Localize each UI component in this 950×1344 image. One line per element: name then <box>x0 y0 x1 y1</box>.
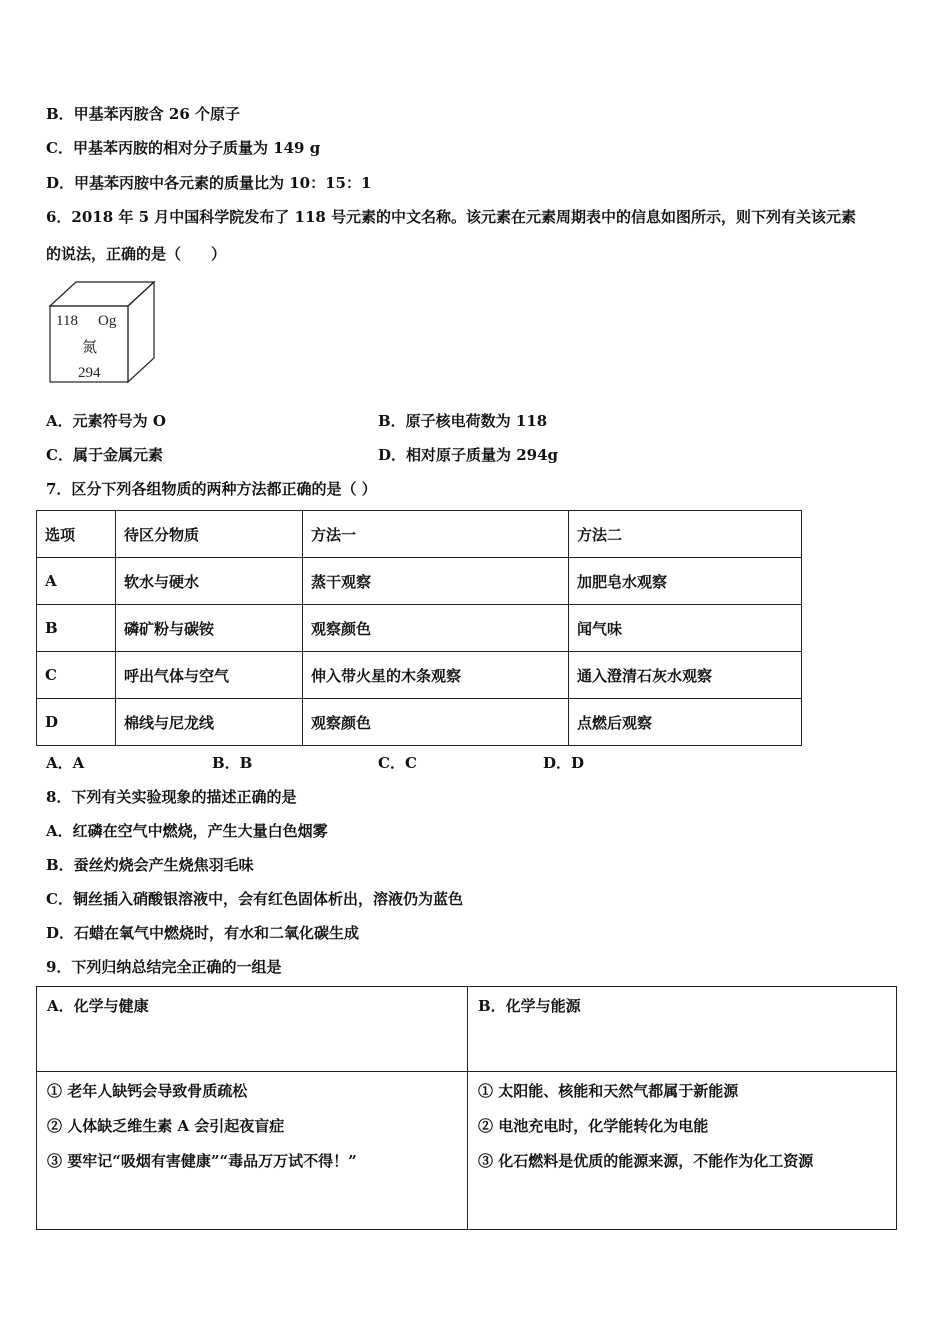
table-row <box>37 1072 897 1230</box>
table-header-row <box>37 987 897 1072</box>
q6-stem-line1: 6．2018 年 5 月中国科学院发布了 118 号元素的中文名称。该元素在元素周期表中的信息如图所示，则下列有关该元素 <box>46 208 857 226</box>
table-cell: 观察颜色 <box>303 605 569 652</box>
q9-b-title: B．化学与能源 <box>468 987 897 1072</box>
table-cell: C <box>37 652 116 699</box>
table-cell: B <box>37 605 116 652</box>
list-item: ② 电池充电时，化学能转化为电能 <box>478 1117 709 1135</box>
q7-option-a: A．A <box>46 754 85 772</box>
q8-stem: 8．下列有关实验现象的描述正确的是 <box>46 788 297 806</box>
header-cell: 方法一 <box>303 511 569 558</box>
table-cell: 软水与硬水 <box>116 558 303 605</box>
table-cell: D <box>37 699 116 746</box>
q7-option-b: B．B <box>212 754 253 772</box>
q9-a-title: A．化学与健康 <box>37 987 468 1072</box>
table-cell: 磷矿粉与碳铵 <box>116 605 303 652</box>
q9-table <box>36 986 897 1230</box>
element-symbol: Og <box>98 313 117 329</box>
table-header-row <box>37 511 802 558</box>
list-item: ③ 化石燃料是优质的能源来源，不能作为化工资源 <box>478 1152 814 1170</box>
header-cell: 选项 <box>37 511 116 558</box>
table-cell: 棉线与尼龙线 <box>116 699 303 746</box>
list-item: ② 人体缺乏维生素 A 会引起夜盲症 <box>47 1117 285 1135</box>
list-item: ① 太阳能、核能和天然气都属于新能源 <box>478 1082 739 1100</box>
table-cell: A <box>37 558 116 605</box>
table-row <box>37 699 802 746</box>
list-item: ③ 要牢记“吸烟有害健康”“毒品万万试不得！” <box>47 1152 357 1170</box>
table-row <box>37 605 802 652</box>
q5-option-b: B．甲基苯丙胺含 26 个原子 <box>46 105 240 123</box>
table-cell: 通入澄清石灰水观察 <box>569 652 802 699</box>
table-row <box>37 558 802 605</box>
table-row <box>37 652 802 699</box>
q7-option-d: D．D <box>543 754 585 772</box>
list-item: ① 老年人缺钙会导致骨质疏松 <box>47 1082 248 1100</box>
q8-option-a: A．红磷在空气中燃烧，产生大量白色烟雾 <box>46 822 328 840</box>
table-cell: 点燃后观察 <box>569 699 802 746</box>
element-number: 118 <box>56 313 78 329</box>
q8-option-d: D．石蜡在氧气中燃烧时，有水和二氧化碳生成 <box>46 924 360 942</box>
element-cube-diagram <box>48 280 158 386</box>
table-cell: 观察颜色 <box>303 699 569 746</box>
header-cell: 待区分物质 <box>116 511 303 558</box>
table-cell: 呼出气体与空气 <box>116 652 303 699</box>
q5-option-d: D．甲基苯丙胺中各元素的质量比为 10：15：1 <box>46 174 372 192</box>
q7-option-c: C．C <box>378 754 417 772</box>
q9-stem: 9．下列归纳总结完全正确的一组是 <box>46 958 282 976</box>
q5-option-c: C．甲基苯丙胺的相对分子质量为 149 g <box>46 139 321 157</box>
table-cell: 蒸干观察 <box>303 558 569 605</box>
q6-option-b: B．原子核电荷数为 118 <box>378 412 548 430</box>
q7-stem: 7．区分下列各组物质的两种方法都正确的是（ ） <box>46 480 377 498</box>
table-cell: 闻气味 <box>569 605 802 652</box>
q7-table <box>36 510 802 746</box>
q9-a-items <box>37 1072 468 1230</box>
header-cell: 方法二 <box>569 511 802 558</box>
q9-b-items <box>468 1072 897 1230</box>
element-mass: 294 <box>78 365 101 381</box>
q6-option-a: A．元素符号为 O <box>46 412 166 430</box>
table-cell: 伸入带火星的木条观察 <box>303 652 569 699</box>
table-cell: 加肥皂水观察 <box>569 558 802 605</box>
q6-option-c: C．属于金属元素 <box>46 446 163 464</box>
q8-option-c: C．铜丝插入硝酸银溶液中，会有红色固体析出，溶液仍为蓝色 <box>46 890 463 908</box>
element-name: 氮 <box>82 338 98 356</box>
q6-option-d: D．相对原子质量为 294g <box>378 446 559 464</box>
q6-stem-line2: 的说法，正确的是（ ） <box>46 245 227 263</box>
q8-option-b: B．蚕丝灼烧会产生烧焦羽毛味 <box>46 856 254 874</box>
